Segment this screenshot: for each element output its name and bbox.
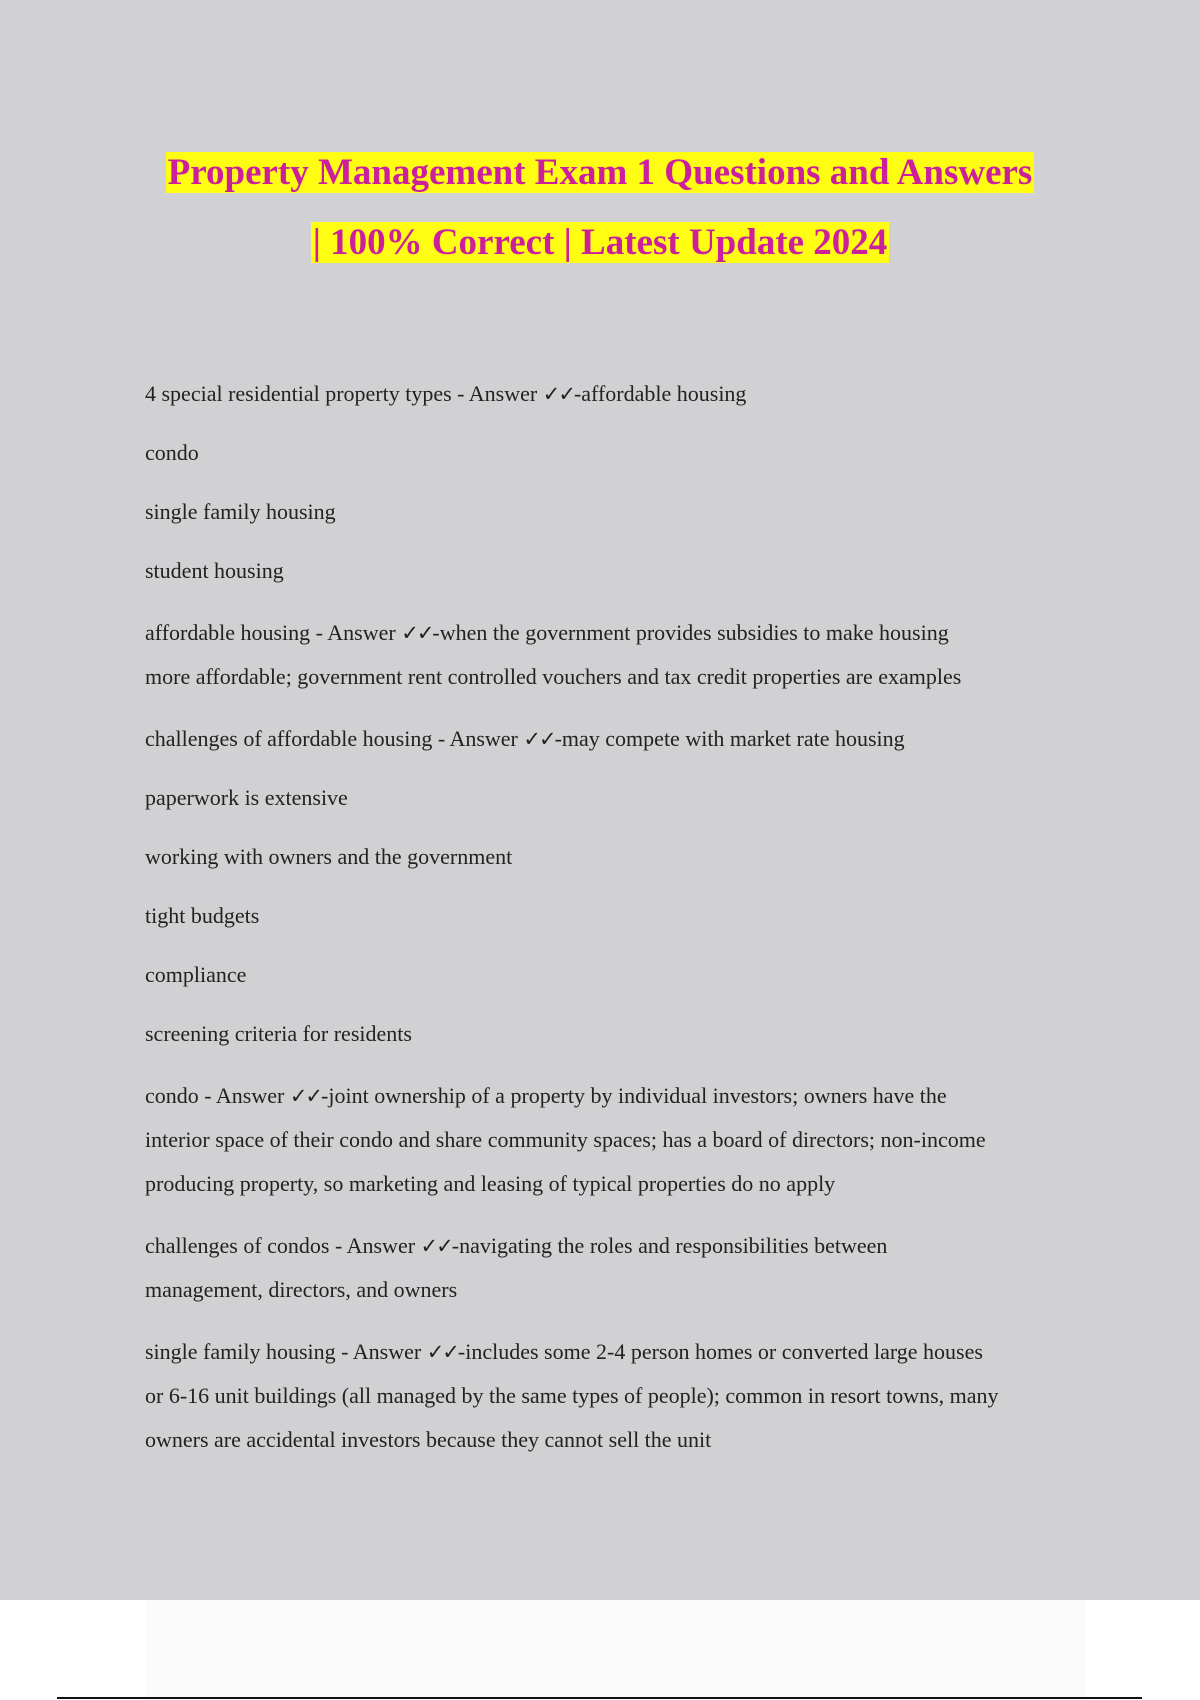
title-line-1: Property Management Exam 1 Questions and Answers [167,152,1033,193]
answer-label: Answer [215,1083,285,1108]
list-item: working with owners and the government [145,844,513,869]
page-divider [57,1697,1142,1699]
answer-label: Answer [468,381,538,406]
list-item: screening criteria for residents [145,1021,412,1046]
qa-list [145,372,1085,1462]
double-check-icon: ✓✓ [289,1084,322,1108]
document-title [0,138,1200,278]
double-check-icon: ✓✓ [420,1234,452,1258]
next-page-preview [145,1600,1085,1700]
answer-label: Answer [327,620,396,645]
qa-item: condo - Answer ✓✓-joint ownership of a property by individual investors; owners have the interior space of their condo and share community spaces; has a board of directors; non-income producing property, so marketing and leasing of typical properties do no apply [145,1083,986,1196]
list-item: paperwork is extensive [145,785,348,810]
double-check-icon: ✓✓ [401,621,433,645]
qa-item: single family housing - Answer ✓✓-includes some 2-4 person homes or converted large houses or 6-16 unit buildings (all managed by the same types of people); common in resort towns, many owners are accidental investors because they cannot sell the unit [145,1339,999,1452]
answer-label: Answer [449,726,518,751]
list-item: tight budgets [145,903,260,928]
list-item: condo [145,440,199,465]
answer-label: Answer [352,1339,422,1364]
double-check-icon: ✓✓ [426,1340,458,1364]
qa-item: 4 special residential property types - Answer ✓✓-affordable housing [145,381,747,406]
qa-item: challenges of affordable housing - Answer ✓✓-may compete with market rate housing [145,726,905,751]
list-item: student housing [145,558,284,583]
qa-item: affordable housing - Answer ✓✓-when the government provides subsidies to make housing more affordable; government rent controlled vouchers and tax credit properties are examples [145,620,962,689]
answer-label: Answer [346,1233,416,1258]
double-check-icon: ✓✓ [542,382,574,406]
list-item: compliance [145,962,247,987]
title-line-2: | 100% Correct | Latest Update 2024 [312,222,888,263]
list-item: single family housing [145,499,336,524]
qa-item: challenges of condos - Answer ✓✓-navigating the roles and responsibilities between management, directors, and owners [145,1233,888,1302]
double-check-icon: ✓✓ [523,727,555,751]
